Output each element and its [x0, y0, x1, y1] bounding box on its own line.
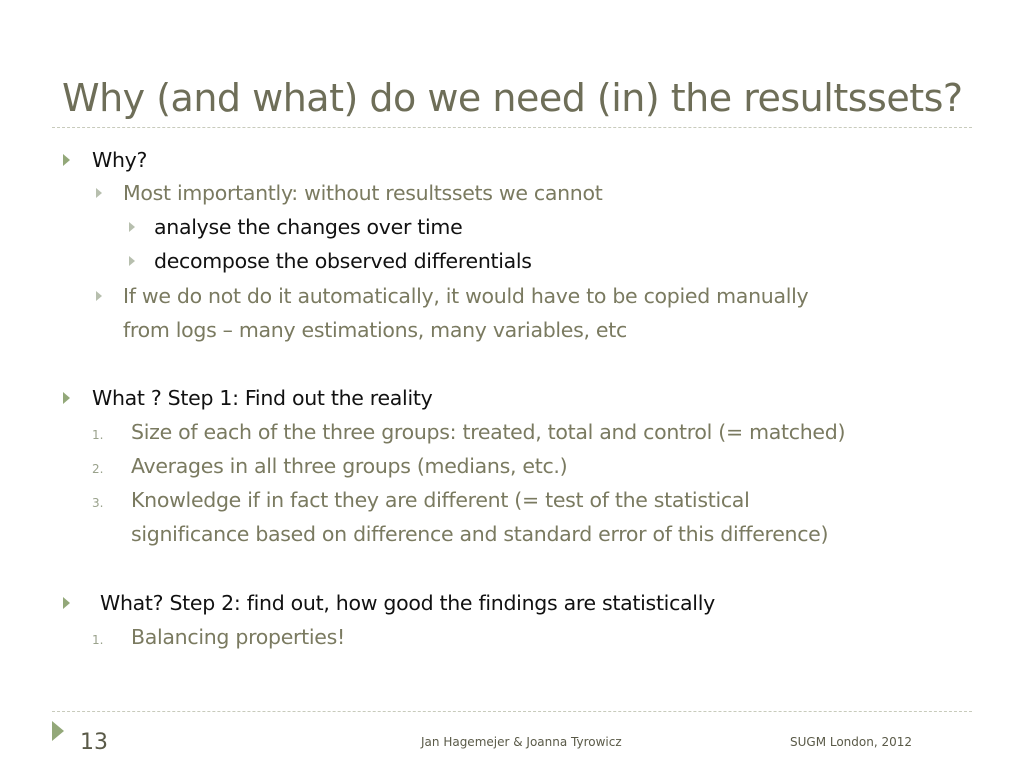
slide-title: Why (and what) do we need (in) the resultssets? — [62, 76, 963, 120]
step1-item-line1: Knowledge if in fact they are different (= test of the statistical — [131, 488, 750, 512]
why-sub-sub-point: analyse the changes over time — [154, 215, 463, 239]
sub-bullet-arrow-icon — [96, 188, 102, 198]
bullet-arrow-icon — [63, 154, 70, 166]
slide-number: 13 — [80, 730, 108, 755]
footer-divider — [52, 711, 972, 712]
footer-event: SUGM London, 2012 — [790, 735, 913, 749]
list-number: 1. — [92, 633, 104, 647]
sub-bullet-arrow-icon — [96, 291, 102, 301]
list-number: 1. — [92, 428, 104, 442]
why-sub-point-line2: from logs – many estimations, many variables, etc — [123, 318, 627, 342]
why-heading: Why? — [92, 148, 148, 172]
footer-triangle-icon — [52, 721, 64, 741]
footer-authors: Jan Hagemejer & Joanna Tyrowicz — [421, 735, 622, 749]
why-sub-point-line1: If we do not do it automatically, it would have to be copied manually — [123, 284, 809, 308]
list-number: 2. — [92, 462, 104, 476]
bullet-arrow-icon — [63, 597, 70, 609]
step1-heading: What ? Step 1: Find out the reality — [92, 386, 433, 410]
bullet-arrow-icon — [63, 392, 70, 404]
sub-sub-bullet-arrow-icon — [129, 256, 135, 266]
step1-item: Size of each of the three groups: treated, total and control (= matched) — [131, 420, 846, 444]
list-number: 3. — [92, 496, 104, 510]
step1-item: Averages in all three groups (medians, etc.) — [131, 454, 568, 478]
why-sub-sub-point: decompose the observed differentials — [154, 249, 532, 273]
step1-item-line2: significance based on difference and standard error of this difference) — [131, 522, 829, 546]
step2-item: Balancing properties! — [131, 625, 345, 649]
step2-heading: What? Step 2: find out, how good the findings are statistically — [100, 591, 715, 615]
sub-sub-bullet-arrow-icon — [129, 222, 135, 232]
why-sub-point: Most importantly: without resultssets we cannot — [123, 181, 603, 205]
